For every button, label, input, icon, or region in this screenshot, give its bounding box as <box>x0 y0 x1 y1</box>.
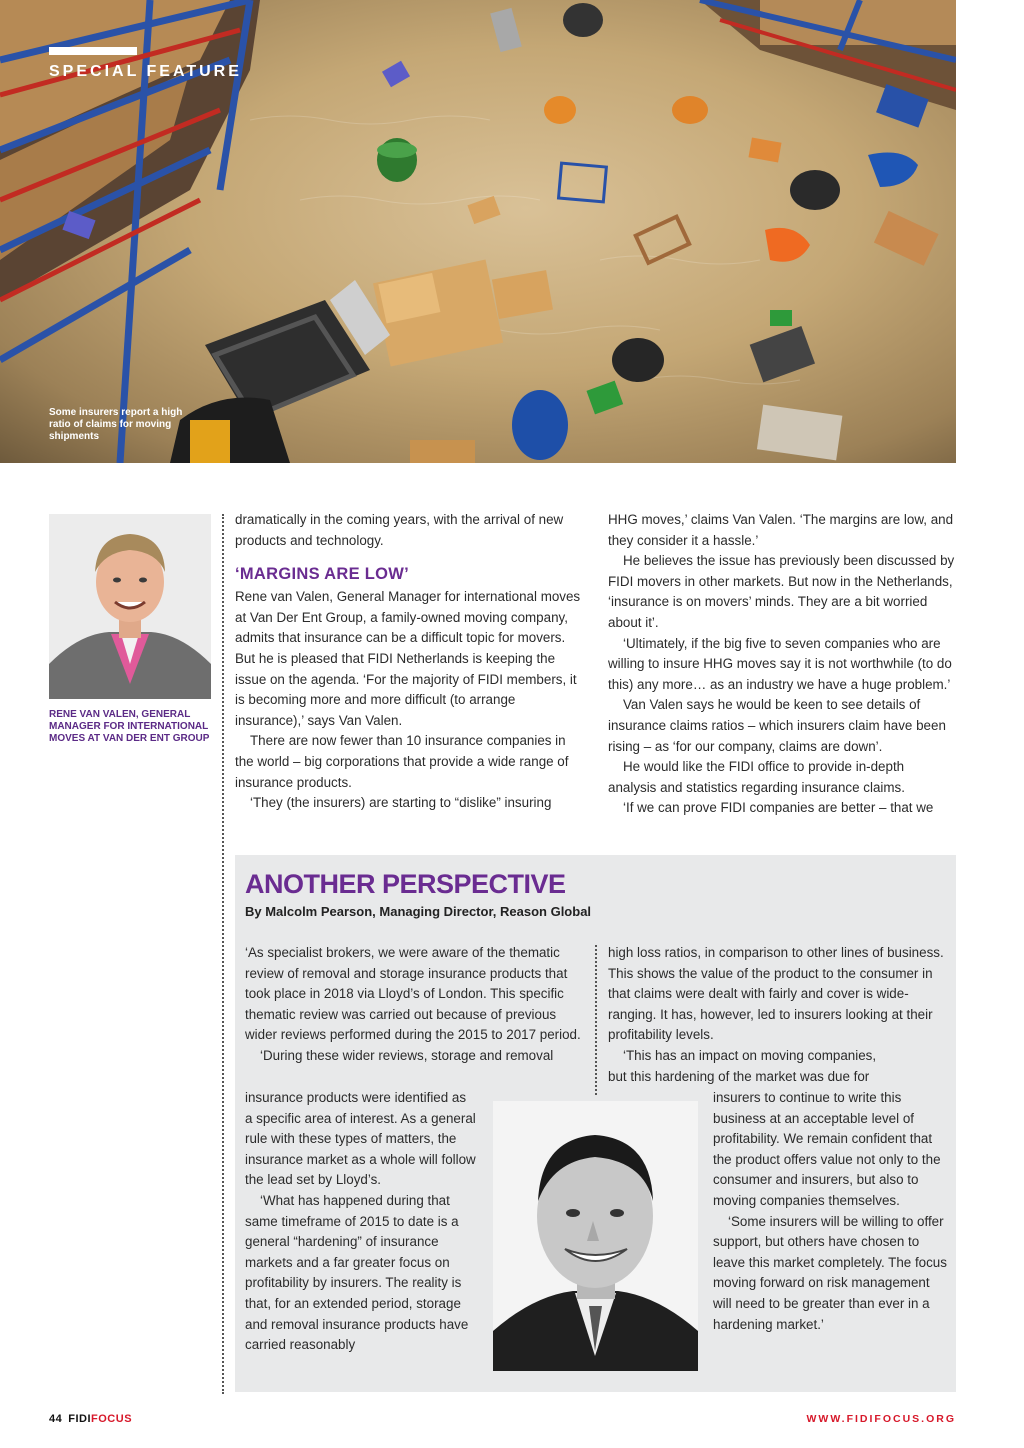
portrait-malcolm-pearson <box>493 1101 698 1371</box>
section-accent-bar <box>49 47 137 55</box>
paragraph: He would like the FIDI office to provide in-depth analysis and statistics regarding insurance claims. <box>608 759 905 795</box>
paragraph: ‘Ultimately, if the big five to seven companies who are willing to insure HHG moves say it is not worthwhile (to do this) any more… as an industry we have a huge problem.’ <box>608 635 952 692</box>
paragraph: ‘If we can prove FIDI companies are better – that we <box>623 800 934 816</box>
paragraph: He believes the issue has previously been discussed by FIDI movers in other markets. But now in the Netherlands, ‘insurance is on movers’ minds. They are a bit worried about it’. <box>608 553 955 630</box>
perspective-column-divider <box>595 945 597 1095</box>
perspective-left-column-top <box>245 943 585 1067</box>
paragraph: but this hardening of the market was due for <box>608 1068 870 1084</box>
paragraph: high loss ratios, in comparison to other lines of business. This shows the value of the product to the consumer in that claims were dealt with fairly and cover is wide-ranging. It has, however, led to insurers looking at their profitability levels. <box>608 945 944 1043</box>
paragraph: ‘Some insurers will be willing to offer support, but others have chosen to leave this market completely. The focus moving forward on risk management will need to be greater than ever in a hardening market.’ <box>713 1213 947 1332</box>
paragraph: ‘They (the insurers) are starting to “dislike” insuring <box>250 795 552 811</box>
paragraph: Van Valen says he would be keen to see details of insurance claims ratios – which insurers claim have been rising – as ‘for our company, claims are down’. <box>608 697 946 754</box>
paragraph: ‘This has an impact on moving companies, <box>623 1047 877 1063</box>
perspective-right-column-bottom <box>713 1088 949 1335</box>
brand-fidi: FIDI <box>68 1413 92 1425</box>
brand-focus: FOCUS <box>91 1413 133 1425</box>
footer-website-link[interactable]: WWW.FIDIFOCUS.ORG <box>806 1413 956 1425</box>
footer-page-info <box>49 1413 132 1425</box>
perspective-byline: By Malcolm Pearson, Managing Director, Reason Global <box>245 904 592 919</box>
paragraph: insurers to continue to write this business at an acceptable level of profitability. We remain confident that the product offers value not only to the consumer and insurers, but also to moving companies themselves. <box>713 1090 941 1208</box>
paragraph: insurance products were identified as a specific area of interest. As a general rule with these types of matters, the insurance market as a whole will follow the lead set by Lloyd’s. <box>245 1090 476 1188</box>
portrait-rene-van-valen <box>49 514 211 699</box>
column-divider <box>222 514 224 1394</box>
perspective-left-column-bottom <box>245 1088 477 1356</box>
perspective-right-column-top <box>608 943 948 1087</box>
section-label: SPECIAL FEATURE <box>49 63 242 80</box>
hero-caption: Some insurers report a high ratio of claims for moving shipments <box>49 407 183 442</box>
paragraph: There are now fewer than 10 insurance companies in the world – big corporations that provide a wide range of insurance products. <box>235 733 569 790</box>
article-column-1 <box>235 510 587 814</box>
paragraph: ‘As specialist brokers, we were aware of the thematic review of removal and storage insurance products that took place in 2018 via Lloyd’s of London. This specific thematic review was carried out because of previous wider reviews performed during the 2015 to 2017 period. <box>245 945 581 1043</box>
paragraph: ‘During these wider reviews, storage and removal <box>260 1047 554 1063</box>
portrait-caption: RENE VAN VALEN, GENERAL MANAGER FOR INTERNATIONAL MOVES AT VAN DER ENT GROUP <box>49 709 210 744</box>
subheading: ‘MARGINS ARE LOW’ <box>235 565 410 584</box>
paragraph: Rene van Valen, General Manager for international moves at Van Der Ent Group, a family-owned moving company, admits that insurance can be a difficult topic for movers. But he is pleased that FIDI Netherlands is keeping the issue on the agenda. ‘For the majority of FIDI members, it is becoming more and more difficult (to arrange insurance),’ says Van Valen. <box>235 589 581 728</box>
page-number: 44 <box>49 1413 63 1425</box>
paragraph: dramatically in the coming years, with the arrival of new products and technology. <box>235 512 564 548</box>
perspective-title: ANOTHER PERSPECTIVE <box>245 869 566 899</box>
paragraph: ‘What has happened during that same timeframe of 2015 to date is a general “hardening” of insurance markets and a far greater focus on profitability by insurers. The reality is that, for an extended period, storage and removal insurance products have carried reasonably <box>245 1192 469 1353</box>
article-column-2 <box>608 510 956 819</box>
paragraph: HHG moves,’ claims Van Valen. ‘The margins are low, and they consider it a hassle.’ <box>608 512 954 548</box>
